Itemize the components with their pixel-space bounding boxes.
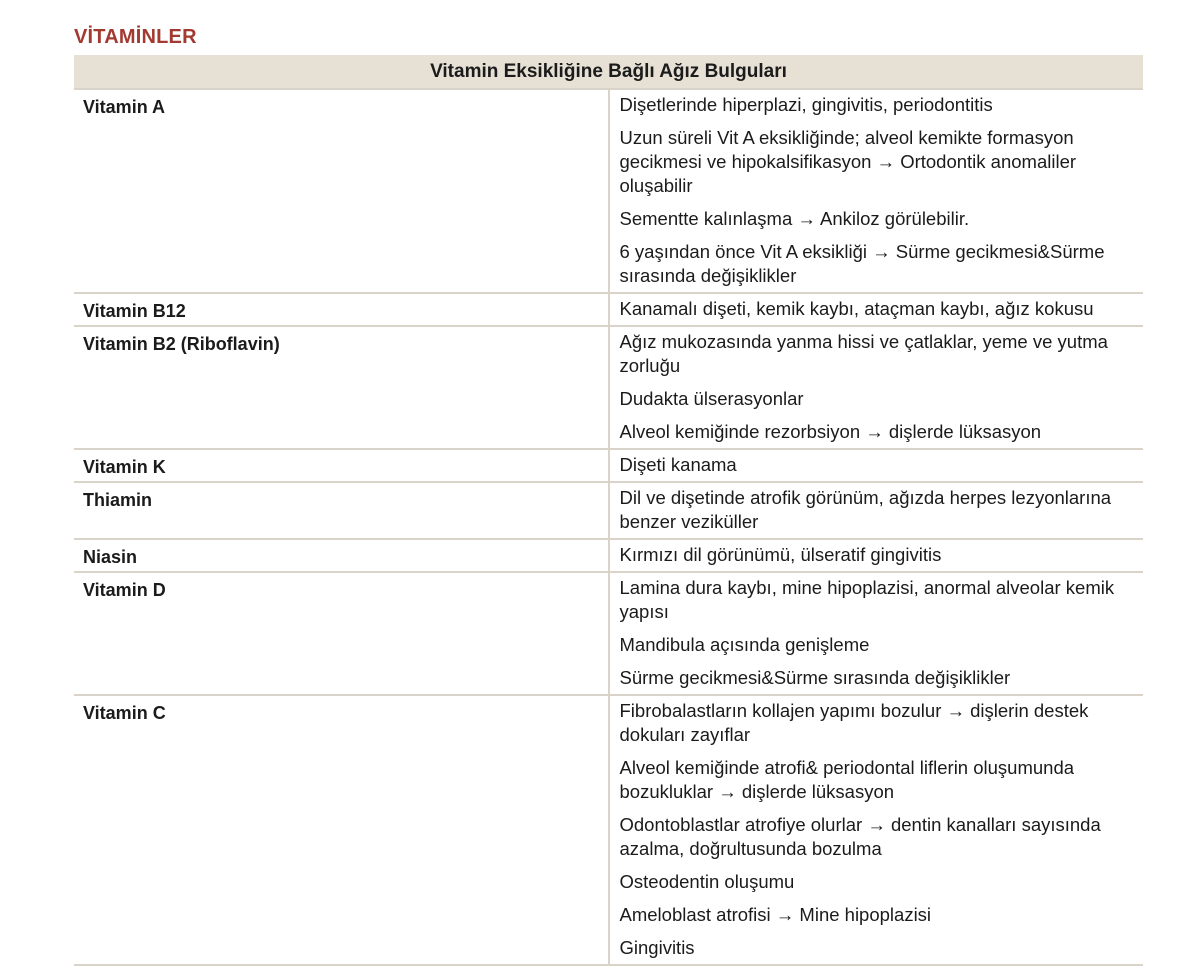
findings-cell (609, 572, 1144, 695)
finding-item: Uzun süreli Vit A eksikliğinde; alveol kemikte formasyon gecikmesi ve hipokalsifikasyon → Ortodontik anomaliler oluşabilir (619, 127, 1077, 196)
table-caption: Vitamin Eksikliğine Bağlı Ağız Bulguları (74, 55, 1143, 89)
finding-item: Alveol kemiğinde atrofi& periodontal liflerin oluşumunda bozukluklar → dişlerde lüksasyon (619, 757, 1075, 802)
finding-item: Gingivitis (619, 937, 695, 958)
table-row (74, 293, 1143, 326)
table-row (74, 539, 1143, 572)
vitamin-name: Vitamin C (74, 695, 609, 965)
table-row (74, 89, 1143, 293)
findings-cell (609, 89, 1144, 293)
vitamin-name: Vitamin A (74, 89, 609, 293)
finding-item: Sürme gecikmesi&Sürme sırasında değişiklikler (619, 667, 1011, 688)
finding-item: Ameloblast atrofisi → Mine hipoplazisi (619, 904, 932, 925)
table-caption-row (74, 55, 1143, 89)
vitamin-deficiency-table (74, 55, 1143, 966)
vitamin-name: Thiamin (74, 482, 609, 539)
vitamin-name: Niasin (74, 539, 609, 572)
finding-item: Dişeti kanama (619, 454, 737, 475)
table-row (74, 572, 1143, 695)
vitamin-name: Vitamin B2 (Riboflavin) (74, 326, 609, 449)
findings-cell (609, 539, 1144, 572)
vitamin-name: Vitamin K (74, 449, 609, 482)
table-row (74, 449, 1143, 482)
finding-item: Mandibula açısında genişleme (619, 634, 870, 655)
vitamin-name: Vitamin D (74, 572, 609, 695)
finding-item: Kanamalı dişeti, kemik kaybı, ataçman kaybı, ağız kokusu (619, 298, 1094, 319)
section-title: VİTAMİNLER (74, 26, 197, 48)
finding-item: Alveol kemiğinde rezorbsiyon → dişlerde lüksasyon (619, 421, 1042, 442)
finding-item: Dişetlerinde hiperplazi, gingivitis, periodontitis (619, 94, 993, 115)
table-row (74, 482, 1143, 539)
finding-item: 6 yaşından önce Vit A eksikliği → Sürme gecikmesi&Sürme sırasında değişiklikler (619, 241, 1105, 286)
finding-item: Dil ve dişetinde atrofik görünüm, ağızda herpes lezyonlarına benzer veziküller (619, 487, 1112, 532)
findings-cell (609, 449, 1144, 482)
vitamin-name: Vitamin B12 (74, 293, 609, 326)
finding-item: Sementte kalınlaşma → Ankiloz görülebilir. (619, 208, 970, 229)
findings-cell (609, 695, 1144, 965)
finding-item: Lamina dura kaybı, mine hipoplazisi, anormal alveolar kemik yapısı (619, 577, 1115, 622)
findings-cell (609, 482, 1144, 539)
findings-cell (609, 293, 1144, 326)
table-row (74, 695, 1143, 965)
finding-item: Odontoblastlar atrofiye olurlar → dentin kanalları sayısında azalma, doğrultusunda bozulma (619, 814, 1101, 859)
finding-item: Osteodentin oluşumu (619, 871, 795, 892)
table-body (74, 89, 1143, 965)
table-row (74, 326, 1143, 449)
finding-item: Dudakta ülserasyonlar (619, 388, 804, 409)
findings-cell (609, 326, 1144, 449)
finding-item: Ağız mukozasında yanma hissi ve çatlaklar, yeme ve yutma zorluğu (619, 331, 1108, 376)
finding-item: Kırmızı dil görünümü, ülseratif gingivitis (619, 544, 942, 565)
finding-item: Fibrobalastların kollajen yapımı bozulur → dişlerin destek dokuları zayıflar (619, 700, 1089, 745)
